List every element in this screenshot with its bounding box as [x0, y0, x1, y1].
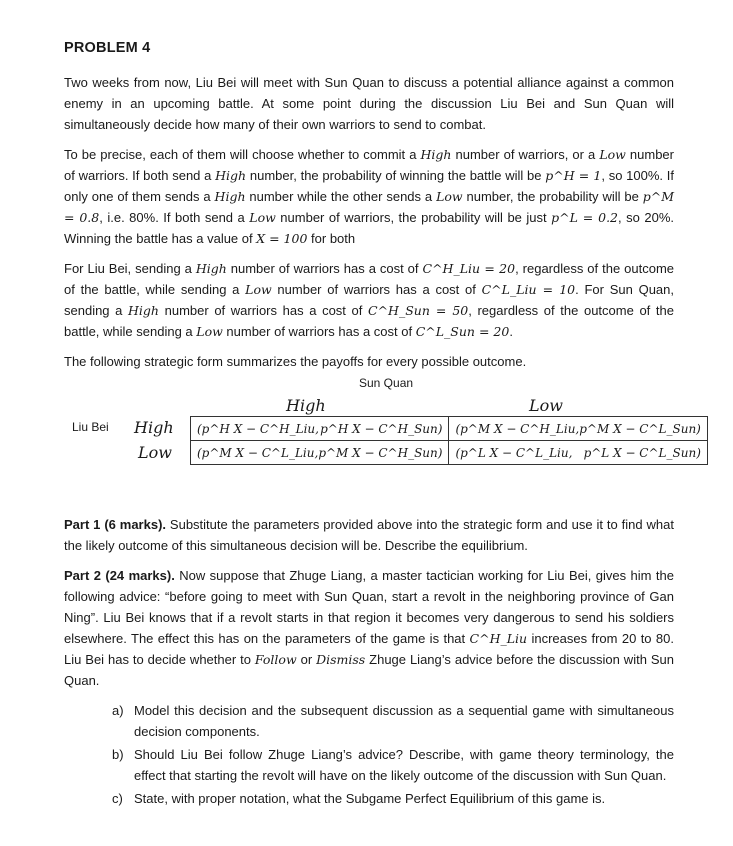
question-list: [64, 700, 674, 809]
strategic-form: [64, 376, 701, 496]
list-item: a) Model this decision and the subsequent discussion as a sequential game with simultaneous decision components.: [112, 703, 674, 739]
list-item: b) Should Liu Bei follow Zhuge Liang’s advice? Describe, with game theory terminology, the effect that starting the revolt will have on the likely outcome of the discussion with Sun Quan.: [112, 747, 674, 783]
document-page: [64, 40, 701, 811]
row-low-label: Low: [138, 443, 172, 462]
matrix-row-low: [191, 441, 708, 465]
payoff-cell-high-high: (p^H X − C^H_Liu, p^H X − C^H_Sun): [191, 417, 449, 441]
column-high-label: High: [286, 396, 326, 415]
part1-title: Part 1 (6 marks).: [64, 517, 167, 532]
column-low-label: Low: [529, 396, 563, 415]
part1-paragraph: Part 1 (6 marks). Substitute the parameters provided above into the strategic form and use it to find what the likely outcome of this simultaneous decision will be. Describe the equilibrium.: [64, 517, 674, 553]
problem-heading: PROBLEM 4: [64, 40, 151, 56]
list-item: c) State, with proper notation, what the Subgame Perfect Equilibrium of this game is.: [112, 791, 606, 806]
intro-paragraph: Two weeks from now, Liu Bei will meet with Sun Quan to discuss a potential alliance against a common enemy in an upcoming battle. At some point during the discussion Liu Bei and Sun Quan will simultaneously decide how many of their own warriors to send to combat.: [64, 75, 674, 132]
row-player-label: Liu Bei: [72, 420, 109, 434]
part2-paragraph: Part 2 (24 marks). Now suppose that Zhuge Liang, a master tactician working for Liu Bei, gives him the following advice: “before going to meet with Sun Quan, start a revolt in the neighboring province of Gan Ning”. Liu Bei knows that if a revolt starts in that region it becomes very dangerous to send his soldiers elsewhere. The effect this has on the parameters of the game is that C^H_Liu increases from 20 to 80. Liu Bei has to decide whether to Follow or Dismiss Zhuge Liang’s advice before the discussion with Sun Quan.: [64, 568, 674, 688]
probability-paragraph: To be precise, each of them will choose whether to commit a High number of warriors, or a Low number of warriors. If both send a High number, the probability of winning the battle will be p^H = 1, so 100%. If only one of them sends a High number while the other sends a Low number, the probability will be p^M = 0.8, i.e. 80%. If both send a Low number of warriors, the probability will be just p^L = 0.2, so 20%. Winning the battle has a value of X = 100 for both: [64, 147, 675, 246]
column-player-label: Sun Quan: [359, 376, 414, 390]
cost-paragraph: For Liu Bei, sending a High number of warriors has a cost of C^H_Liu = 20, regardless of the outcome of the battle, while sending a Low number of warriors has a cost of C^L_Liu = 10. For Sun Quan, sending a High number of warriors has a cost of C^H_Sun = 50, regardless of the outcome of the battle, while sending a Low number of warriors has a cost of C^L_Sun = 20.: [64, 261, 675, 339]
matrix-caption: The following strategic form summarizes the payoffs for every possible outcome.: [64, 354, 527, 369]
row-high-label: High: [134, 418, 174, 437]
payoff-cell-low-low: (p^L X − C^L_Liu, p^L X − C^L_Sun): [449, 441, 707, 465]
payoff-cell-high-low: (p^M X − C^H_Liu, p^M X − C^L_Sun): [449, 417, 707, 441]
part2-title: Part 2 (24 marks).: [64, 568, 175, 583]
payoff-matrix: [190, 416, 708, 465]
matrix-row-high: [191, 417, 708, 441]
payoff-cell-low-high: (p^M X − C^L_Liu, p^M X − C^H_Sun): [191, 441, 449, 465]
